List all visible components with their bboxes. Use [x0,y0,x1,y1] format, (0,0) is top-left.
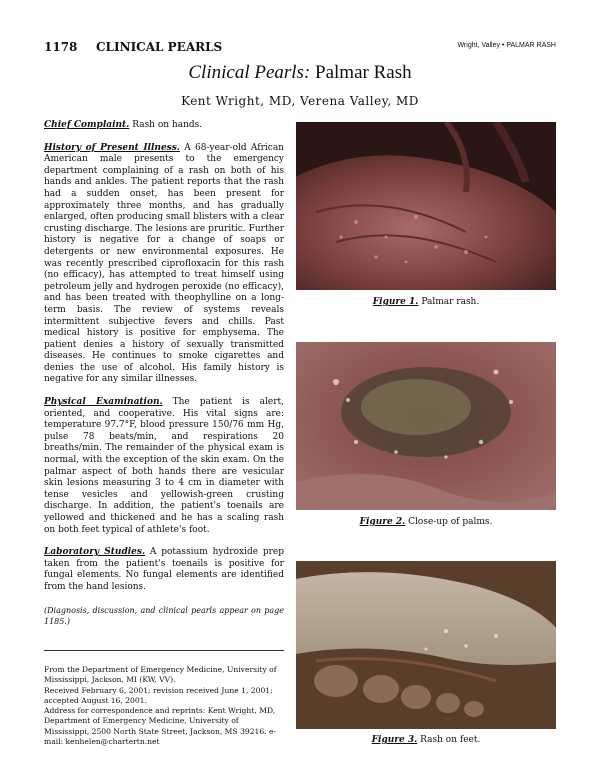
figure-1-caption [296,297,556,307]
figure-2-text: Close-up of palms. [408,517,493,527]
footnote-affiliation: From the Department of Emergency Medicine, University of Mississippi, Jackson, MI (KW, VV). [44,665,277,685]
title-main: Palmar Rash [315,62,412,83]
exam-paragraph [44,397,284,536]
labs-paragraph [44,547,284,593]
figure-1-text: Palmar rash. [421,297,480,307]
exam-text: The patient is alert, oriented, and cooperative. His vital signs are: temperature 97.7°F, blood pressure 150/76 mm Hg, pulse 78 beats/min, and respirations 20 breaths/min. The remainder of the physical exam is normal, with the exception of the skin exam. On the palmar aspect of both hands there are vesicular skin lesions measuring 3 to 4 cm in diameter with tense vesicles and yellowish-green crusting discharge. In addition, the patient's toenails are yellowed and thickened and he has a scaling rash on both feet typical of athlete's foot. [44,397,284,535]
figure-3-photo [296,561,556,729]
article-title [0,62,600,84]
chief-complaint-paragraph [44,120,284,132]
footnote [44,665,286,747]
chief-complaint-text: Rash on hands. [132,120,203,130]
figure-3-caption [296,735,556,745]
title-prefix: Clinical Pearls: [188,62,311,83]
figure-2-label: Figure 2. [359,517,406,527]
body-column [44,120,284,638]
figure-2-photo [296,342,556,510]
page-header [44,40,556,56]
diagnosis-note: (Diagnosis, discussion, and clinical pearls appear on page 1185.) [44,605,284,626]
history-paragraph [44,143,284,386]
labs-label: Laboratory Studies. [44,547,146,558]
page-number: 1178 [44,40,78,54]
history-text: A 68-year-old African American male presents to the emergency department complaining of a rash on both of his hands and ankles. The patient reports that the rash had a sudden onset, has been present for approximately three months, and has gradually enlarged, often producing small blisters with a clear crusting discharge. The lesions are pruritic. Further history is negative for a change of soaps or detergents or new environmental exposures. He was recently prescribed ciprofloxacin for this rash (no efficacy), has attempted to treat himself using petroleum jelly and hydrogen peroxide (no efficacy), and has been treated with theophylline on a long-term basis. The review of systems reveals intermittent subjective fevers and chills. Past medical history is positive for emphysema. The patient denies a history of sexually transmitted diseases. He continues to smoke cigarettes and denies the use of alcohol. His family history is negative for any similar illnesses. [44,142,284,385]
figure-3-text: Rash on feet. [420,735,481,745]
figure-3-label: Figure 3. [371,735,418,745]
author-line: Kent Wright, MD, Verena Valley, MD [181,94,419,108]
exam-label: Physical Examination. [44,397,163,408]
figure-1-photo [296,122,556,290]
figure-2-caption [296,517,556,527]
footnote-correspondence: Address for correspondence and reprints: Kent Wright, MD, Department of Emergency Medicine, University of Mississippi, 2500 North State Street, Jackson, MS 39216. e-mail: kenhelen@chartertn.net [44,706,277,747]
footnote-divider [44,650,284,651]
labs-text: A potassium hydroxide prep taken from the patient's toenails is positive for fungal elements. No fungal elements are identified from the hand lesions. [44,547,284,592]
history-label: History of Present Illness. [44,142,180,153]
section-title: CLINICAL PEARLS [96,40,223,54]
running-head: Wright, Valley • PALMAR RASH [457,42,556,49]
figure-1-label: Figure 1. [372,297,419,307]
footnote-received: Received February 6, 2001; revision received June 1, 2001; accepted August 16, 2001. [44,685,273,705]
chief-complaint-label: Chief Complaint. [44,120,130,130]
